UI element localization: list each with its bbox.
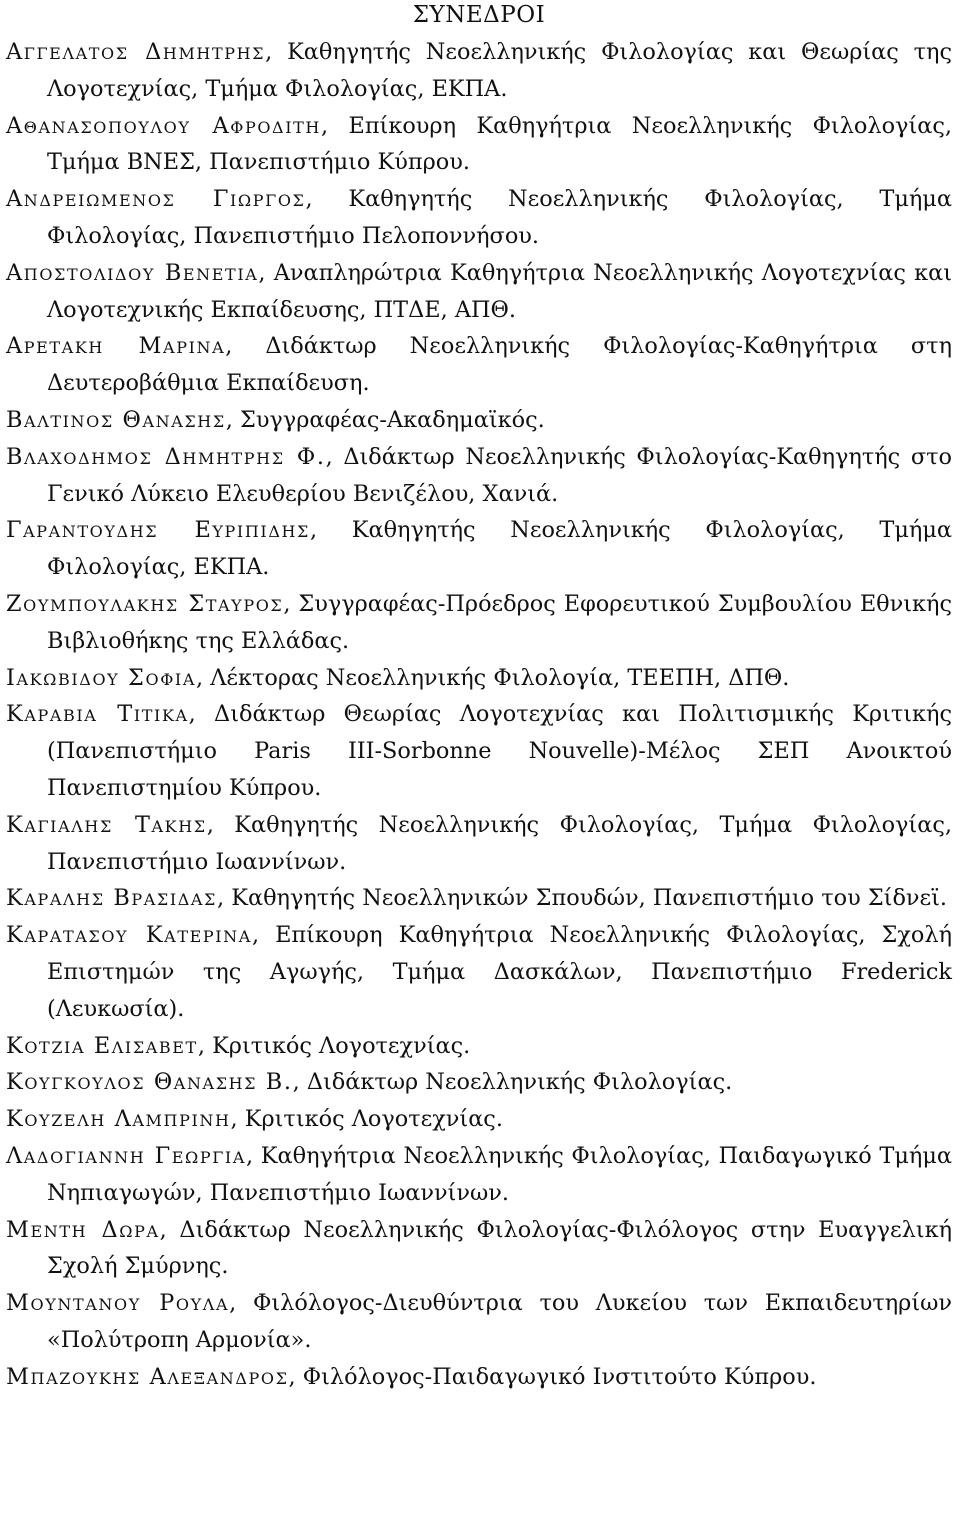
contributor-name: Καγιαλης Τακης — [6, 811, 207, 838]
contributor-description: , Διδάκτωρ Νεοελληνικής Φιλολογίας-Καθηγητής στο Γενικό Λύκειο Ελευθερίου Βενιζέλου, Χανιά. — [47, 443, 952, 507]
contributor-name: Βλαχοδημος Δημητρης Φ. — [6, 443, 326, 470]
contributor-entry — [6, 1285, 952, 1359]
contributor-name: Γαραντουδης Ευριπιδης — [6, 517, 310, 544]
contributor-description: , Λέκτορας Νεοελληνικής Φιλολογία, ΤΕΕΠΗ, ΔΠΘ. — [196, 664, 790, 691]
contributor-entry — [6, 108, 952, 182]
contributor-name: Βαλτινος Θανασης — [6, 406, 226, 433]
contributor-entry — [6, 1138, 952, 1212]
contributor-entry — [6, 34, 952, 108]
contributor-name: Κουζελη Λαμπρινη — [6, 1106, 231, 1133]
page-heading: ΣΥΝΕΔΡΟΙ — [412, 2, 546, 28]
contributor-description: , Συγγραφέας-Πρόεδρος Εφορευτικού Συμβουλίου Εθνικής Βιβλιοθήκης της Ελλάδας. — [47, 590, 953, 654]
contributor-name: Ανδρειωμενος Γιωργος — [6, 186, 306, 213]
contributor-name: Αγγελατος Δημητρης — [6, 39, 266, 65]
contributor-name: Κοτζια Ελισαβετ — [6, 1032, 198, 1059]
contributor-name: Μουντανου Ρουλα — [6, 1290, 230, 1317]
contributor-entry — [6, 402, 952, 439]
contributor-entry — [6, 917, 952, 1027]
contributor-description: , Φιλόλογος-Παιδαγωγικό Ινστιτούτο Κύπρου. — [288, 1363, 817, 1390]
contributor-description: , Επίκουρη Καθηγήτρια Νεοελληνικής Φιλολογίας, Σχολή Επιστημών της Αγωγής, Τμήμα Δασκάλων, Πανεπιστήμιο Frederick (Λευκωσία). — [47, 922, 953, 1022]
contributor-description: , Καθηγητής Νεοελληνικών Σπουδών, Πανεπιστήμιο του Σίδνεϊ. — [216, 885, 948, 912]
contributor-entry — [6, 328, 952, 402]
contributor-name: Λαδογιαννη Γεωργια — [6, 1142, 246, 1169]
contributor-description: , Κριτικός Λογοτεχνίας. — [197, 1032, 471, 1059]
contributor-description: , Διδάκτωρ Νεοελληνικής Φιλολογίας-Καθηγήτρια στη Δευτεροβάθμια Εκπαίδευση. — [47, 333, 952, 397]
contributor-name: Μεντη Δωρα — [6, 1216, 160, 1243]
contributor-entry — [6, 512, 952, 586]
contributor-description: , Συγγραφέας-Ακαδημαϊκός. — [225, 406, 545, 433]
contributor-description: , Καθηγητής Νεοελληνικής Φιλολογίας, Τμήμα Φιλολογίας, ΕΚΠΑ. — [47, 517, 952, 581]
contributor-entry — [6, 880, 952, 917]
contributor-description: , Επίκουρη Καθηγήτρια Νεοελληνικής Φιλολογίας, Τμήμα ΒΝΕΣ, Πανεπιστήμιο Κύπρου. — [47, 112, 952, 176]
contributor-name: Αθανασοπουλου Αφροδιτη — [6, 112, 321, 139]
contributor-entry — [6, 439, 952, 513]
contributor-description: , Καθηγητής Νεοελληνικής Φιλολογίας, Τμήμα Φιλολογίας, Πανεπιστήμιο Πελοποννήσου. — [47, 186, 952, 249]
contributor-entry — [6, 1064, 952, 1101]
contributor-entry — [6, 1359, 952, 1396]
contributor-entry — [6, 181, 952, 255]
contributor-description: , Καθηγήτρια Νεοελληνικής Φιλολογίας, Παιδαγωγικό Τμήμα Νηπιαγωγών, Πανεπιστήμιο Ιωαννίνων. — [47, 1142, 952, 1206]
contributor-name: Ιακωβιδου Σοφια — [6, 664, 196, 691]
contributor-name: Καραβια Τιτικα — [6, 701, 189, 728]
contributor-entry — [6, 1101, 952, 1138]
contributor-description: , Διδάκτωρ Νεοελληνικής Φιλολογίας-Φιλόλογος στην Ευαγγελική Σχολή Σμύρνης. — [47, 1216, 952, 1280]
contributor-description: , Καθηγητής Νεοελληνικής Φιλολογίας, Τμήμα Φιλολογίας, Πανεπιστήμιο Ιωαννίνων. — [47, 811, 952, 875]
contributor-description: , Αναπληρώτρια Καθηγήτρια Νεοελληνικής Λογοτεχνίας και Λογοτεχνικής Εκπαίδευσης, ΠΤΔΕ, ΑΠΘ. — [47, 259, 952, 323]
contributor-description: , Φιλόλογος-Διευθύντρια του Λυκείου των Εκπαιδευτηρίων «Πολύτροπη Αρμονία». — [47, 1290, 952, 1353]
contributor-name: Καραλης Βρασιδας — [6, 885, 217, 912]
contributor-description: , Καθηγητής Νεοελληνικής Φιλολογίας και Θεωρίας της Λογοτεχνίας, Τμήμα Φιλολογίας, ΕΚΠΑ. — [47, 39, 953, 102]
contributor-entry — [6, 807, 952, 881]
contributor-name: Κουγκουλος Θανασης Β. — [6, 1069, 293, 1096]
contributor-name: Ζουμπουλακης Σταυρος — [6, 590, 284, 617]
contributor-entry — [6, 1028, 952, 1065]
contributor-entry — [6, 255, 952, 329]
contributor-description: , Κριτικός Λογοτεχνίας. — [230, 1106, 503, 1133]
contributor-name: Αποστολιδου Βενετια — [6, 259, 259, 286]
contributor-entry — [6, 696, 952, 806]
contributors-list — [6, 34, 952, 1395]
contributor-description: , Διδάκτωρ Θεωρίας Λογοτεχνίας και Πολιτισμικής Κριτικής (Πανεπιστήμιο Paris III-Sorbonne Nouvelle)-Μέλος ΣΕΠ Ανοικτού Πανεπιστημίου Κύπρου. — [47, 701, 952, 801]
contributor-name: Μπαζουκης Αλεξανδρος — [6, 1363, 289, 1390]
contributor-name: Αρετακη Μαρινα — [6, 333, 226, 360]
contributor-entry — [6, 1212, 952, 1286]
contributor-entry — [6, 586, 952, 660]
contributor-entry — [6, 660, 952, 697]
contributor-name: Καραταςου Κατερινα — [6, 922, 252, 949]
contributor-description: , Διδάκτωρ Νεοελληνικής Φιλολογίας. — [292, 1069, 733, 1096]
